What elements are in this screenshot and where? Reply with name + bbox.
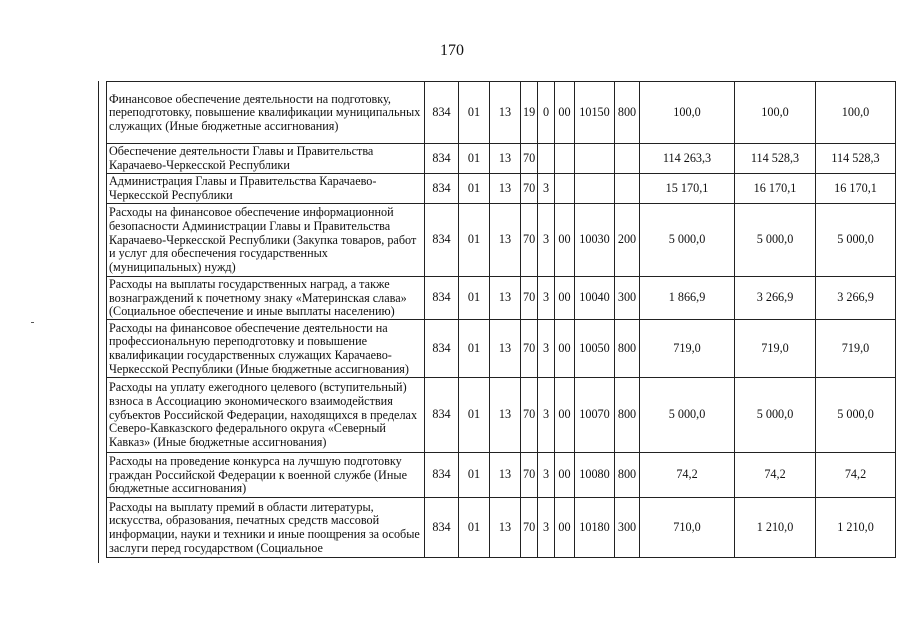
cell-amount-year-3: 16 170,1 (816, 174, 896, 204)
cell-name: Расходы на выплаты государственных наград, а также вознаграждений к почетному знаку «Материнская слава» (Социальное обеспечение и иные выплаты населению) (107, 277, 425, 320)
cell-amount-year-2: 100,0 (735, 82, 816, 144)
cell-target-subprogram-code: 0 (538, 82, 555, 144)
table-row (107, 174, 896, 204)
cell-amount-year-2: 719,0 (735, 320, 816, 378)
cell-ved-code: 834 (425, 320, 459, 378)
table-row (107, 320, 896, 378)
cell-amount-year-2: 3 266,9 (735, 277, 816, 320)
cell-expense-type-code (615, 144, 640, 174)
cell-target-direction-code: 10030 (575, 204, 615, 277)
cell-amount-year-2: 5 000,0 (735, 204, 816, 277)
cell-target-direction-code: 10080 (575, 453, 615, 498)
cell-expense-type-code: 800 (615, 82, 640, 144)
table-row (107, 378, 896, 453)
cell-amount-year-1: 15 170,1 (640, 174, 735, 204)
cell-amount-year-3: 74,2 (816, 453, 896, 498)
cell-subsection-code: 13 (490, 320, 521, 378)
cell-target-program-code: 70 (521, 277, 538, 320)
cell-target-direction-code (575, 174, 615, 204)
cell-target-program-code: 70 (521, 453, 538, 498)
cell-target-subprogram-code: 3 (538, 277, 555, 320)
cell-target-group-code (555, 174, 575, 204)
cell-amount-year-1: 710,0 (640, 498, 735, 558)
cell-ved-code: 834 (425, 378, 459, 453)
cell-target-group-code (555, 144, 575, 174)
cell-section-code: 01 (459, 82, 490, 144)
table-row (107, 277, 896, 320)
cell-expense-type-code: 300 (615, 498, 640, 558)
cell-target-group-code: 00 (555, 378, 575, 453)
cell-amount-year-3: 100,0 (816, 82, 896, 144)
cell-ved-code: 834 (425, 174, 459, 204)
cell-target-group-code: 00 (555, 204, 575, 277)
cell-section-code: 01 (459, 174, 490, 204)
cell-target-program-code: 70 (521, 320, 538, 378)
cell-target-direction-code: 10070 (575, 378, 615, 453)
cell-expense-type-code (615, 174, 640, 204)
cell-subsection-code: 13 (490, 82, 521, 144)
cell-name: Расходы на проведение конкурса на лучшую подготовку граждан Российской Федерации к военной службе (Иные бюджетные ассигнования) (107, 453, 425, 498)
cell-section-code: 01 (459, 378, 490, 453)
cell-amount-year-1: 719,0 (640, 320, 735, 378)
cell-target-program-code: 70 (521, 174, 538, 204)
cell-target-group-code: 00 (555, 82, 575, 144)
cell-name: Обеспечение деятельности Главы и Правительства Карачаево-Черкесской Республики (107, 144, 425, 174)
cell-target-subprogram-code: 3 (538, 453, 555, 498)
cell-amount-year-2: 5 000,0 (735, 378, 816, 453)
cell-ved-code: 834 (425, 82, 459, 144)
cell-amount-year-1: 100,0 (640, 82, 735, 144)
table-row (107, 82, 896, 144)
cell-subsection-code: 13 (490, 498, 521, 558)
cell-amount-year-2: 1 210,0 (735, 498, 816, 558)
cell-section-code: 01 (459, 204, 490, 277)
cell-name: Администрация Главы и Правительства Карачаево-Черкесской Республики (107, 174, 425, 204)
cell-target-group-code: 00 (555, 498, 575, 558)
cell-name: Расходы на финансовое обеспечение информационной безопасности Администрации Главы и Правительства Карачаево-Черкесской Республики (Закупка товаров, работ и услуг для обеспечения государственных (муниципальных) нужд) (107, 204, 425, 277)
cell-amount-year-2: 16 170,1 (735, 174, 816, 204)
cell-amount-year-3: 114 528,3 (816, 144, 896, 174)
cell-target-subprogram-code: 3 (538, 174, 555, 204)
cell-ved-code: 834 (425, 498, 459, 558)
cell-target-group-code: 00 (555, 453, 575, 498)
cell-ved-code: 834 (425, 144, 459, 174)
cell-subsection-code: 13 (490, 453, 521, 498)
cell-amount-year-1: 5 000,0 (640, 204, 735, 277)
cell-name: Расходы на выплату премий в области литературы, искусства, образования, печатных средств массовой информации, науки и техники и иные поощрения за особые заслуги перед государством (Социальное (107, 498, 425, 558)
cell-amount-year-3: 5 000,0 (816, 204, 896, 277)
cell-section-code: 01 (459, 320, 490, 378)
budget-table (106, 81, 896, 558)
cell-amount-year-1: 74,2 (640, 453, 735, 498)
cell-amount-year-2: 74,2 (735, 453, 816, 498)
cell-ved-code: 834 (425, 277, 459, 320)
cell-amount-year-3: 5 000,0 (816, 378, 896, 453)
cell-target-direction-code: 10040 (575, 277, 615, 320)
cell-ved-code: 834 (425, 204, 459, 277)
cell-amount-year-3: 719,0 (816, 320, 896, 378)
cell-target-program-code: 70 (521, 498, 538, 558)
cell-ved-code: 834 (425, 453, 459, 498)
cell-name: Расходы на финансовое обеспечение деятельности на профессиональную переподготовку и повышение квалификации государственных служащих Карачаево-Черкесской Республики (Иные бюджетные ассигнования) (107, 320, 425, 378)
table-body (107, 82, 896, 558)
cell-subsection-code: 13 (490, 174, 521, 204)
table-row (107, 204, 896, 277)
scan-mark (31, 322, 34, 323)
cell-name: Расходы на уплату ежегодного целевого (вступительный) взноса в Ассоциацию экономического взаимодействия субъектов Российской Федерации, находящихся в пределах Северо-Кавказского федерального округа «Северный Кавказ» (Иные бюджетные ассигнования) (107, 378, 425, 453)
cell-amount-year-1: 114 263,3 (640, 144, 735, 174)
cell-target-program-code: 70 (521, 204, 538, 277)
table-row (107, 453, 896, 498)
cell-amount-year-3: 3 266,9 (816, 277, 896, 320)
cell-target-program-code: 70 (521, 378, 538, 453)
page-number: 170 (440, 42, 464, 59)
cell-expense-type-code: 300 (615, 277, 640, 320)
cell-expense-type-code: 800 (615, 378, 640, 453)
cell-name: Финансовое обеспечение деятельности на подготовку, переподготовку, повышение квалификации муниципальных служащих (Иные бюджетные ассигнования) (107, 82, 425, 144)
cell-amount-year-1: 5 000,0 (640, 378, 735, 453)
table-row (107, 144, 896, 174)
cell-target-direction-code: 10180 (575, 498, 615, 558)
cell-expense-type-code: 800 (615, 320, 640, 378)
cell-target-subprogram-code (538, 144, 555, 174)
cell-target-direction-code: 10050 (575, 320, 615, 378)
cell-expense-type-code: 800 (615, 453, 640, 498)
cell-section-code: 01 (459, 144, 490, 174)
cell-target-group-code: 00 (555, 320, 575, 378)
cell-target-group-code: 00 (555, 277, 575, 320)
cell-subsection-code: 13 (490, 144, 521, 174)
cell-target-subprogram-code: 3 (538, 378, 555, 453)
cell-subsection-code: 13 (490, 277, 521, 320)
table-row (107, 498, 896, 558)
cell-section-code: 01 (459, 498, 490, 558)
cell-target-subprogram-code: 3 (538, 320, 555, 378)
cell-amount-year-2: 114 528,3 (735, 144, 816, 174)
cell-target-direction-code: 10150 (575, 82, 615, 144)
cell-target-program-code: 19 (521, 82, 538, 144)
cell-target-subprogram-code: 3 (538, 204, 555, 277)
cell-section-code: 01 (459, 453, 490, 498)
cell-target-program-code: 70 (521, 144, 538, 174)
cell-amount-year-1: 1 866,9 (640, 277, 735, 320)
cell-expense-type-code: 200 (615, 204, 640, 277)
cell-subsection-code: 13 (490, 378, 521, 453)
cell-target-subprogram-code: 3 (538, 498, 555, 558)
cell-section-code: 01 (459, 277, 490, 320)
cell-subsection-code: 13 (490, 204, 521, 277)
cell-amount-year-3: 1 210,0 (816, 498, 896, 558)
cell-target-direction-code (575, 144, 615, 174)
